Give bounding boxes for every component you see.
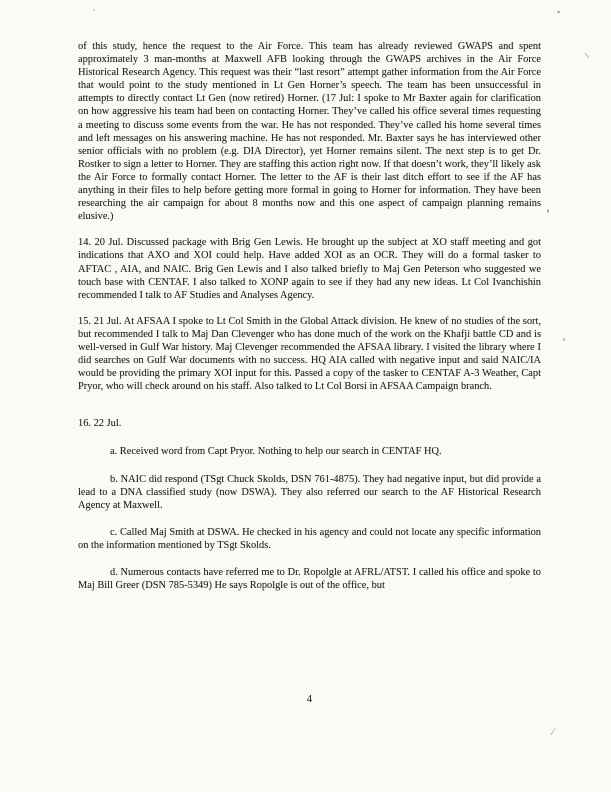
paragraph-continuation: of this study, hence the request to the Air Force. This team has already reviewed GWAPS and spent approximately 3 man-months at Maxwell AFB looking through the GWAPS archives in the Air Force Historical Research Agency. This request was their “last resort” attempt gather information from the Air Force that would point to the study mentioned in Lt Gen Horner’s speech. The team has been unsuccessful in attempts to directly contact Lt Gen (now retired) Horner. (17 Jul: I spoke to Mr Baxter again for clarification on how aggressive his team had been on contacting Horner. They’ve called his office several times requesting a meeting to discuss some events from the war. He has not responded. They’ve called his home several times and left messages on his answering machine. He has not responded. Mr. Baxter says he has interviewed other senior officials with no problem (e.g. DIA Director), yet Horner remains silent. The next step is to get Dr. Rostker to sign a letter to Horner. They are staffing this action right now. If that doesn’t work, they’ll likely ask the Air Force to formally contact Horner. The letter to the AF is their last ditch effort to see if the AF has anything in their files to help before getting more formal in going to Horner for information. They have been researching the air campaign for about 8 months now and this one aspect of campaign planning remains elusive.) [78, 41, 541, 223]
scan-artifact [550, 728, 555, 735]
paragraph-16c: c. Called Maj Smith at DSWA. He checked in his agency and could not locate any specific information on the information mentioned by TSgt Skolds. [78, 526, 541, 551]
paragraph-15: 15. 21 Jul. At AFSAA I spoke to Lt Col Smith in the Global Attack division. He knew of no studies of the sort, but recommended I talk to Maj Dan Clevenger who has done much of the work on the Khafji battle CD and is well-versed in Gulf War history. Maj Clevenger recommended the AFSAA library. I visited the library where I did searches on Gulf War documents with no success. HQ AIA called with negative input and said NAIC/IA would be providing the primary XOI input for this. Passed a copy of the tasker to CENTAF A-3 Weather, Capt Pryor, who will check around on his staff. Also talked to Lt Col Borsi in AFSAA Campaign branch. [78, 315, 541, 393]
paragraph-16b: b. NAIC did respond (TSgt Chuck Skolds, DSN 761-4875). They had negative input, but did provide a lead to a DNA classified study (now DSWA). They also referred our search to the AF Historical Research Agency at Maxwell. [78, 473, 541, 511]
scan-artifact [93, 9, 95, 11]
paragraph-16a: a. Received word from Capt Pryor. Nothing to help our search in CENTAF HQ. [110, 446, 442, 458]
paragraph-14: 14. 20 Jul. Discussed package with Brig Gen Lewis. He brought up the subject at XO staff meeting and got indications that AXO and XOI could help. Have added XOI as an OCR. They will do a formal tasker to AFTAC , AIA, and NAIC. Brig Gen Lewis and I also talked briefly to Maj Gen Peterson who suggested we touch base with CENTAF. I also talked to XONP again to see if they had any new ideas. Lt Col Ivanchishin recommended I talk to AF Studies and Analyses Agency. [78, 237, 541, 301]
paragraph-16d: d. Numerous contacts have referred me to Dr. Ropolgle at AFRL/ATST. I called his office and spoke to Maj Bill Greer (DSN 785-5349) He says Ropolgle is out of the office, but [78, 567, 541, 592]
scan-artifact [557, 11, 560, 13]
scan-artifact [585, 53, 589, 58]
scan-artifact [563, 338, 565, 341]
paragraph-16-heading: 16. 22 Jul. [78, 418, 122, 430]
scan-artifact [547, 209, 549, 213]
document-body [78, 40, 541, 606]
page-number: 4 [306, 694, 313, 705]
